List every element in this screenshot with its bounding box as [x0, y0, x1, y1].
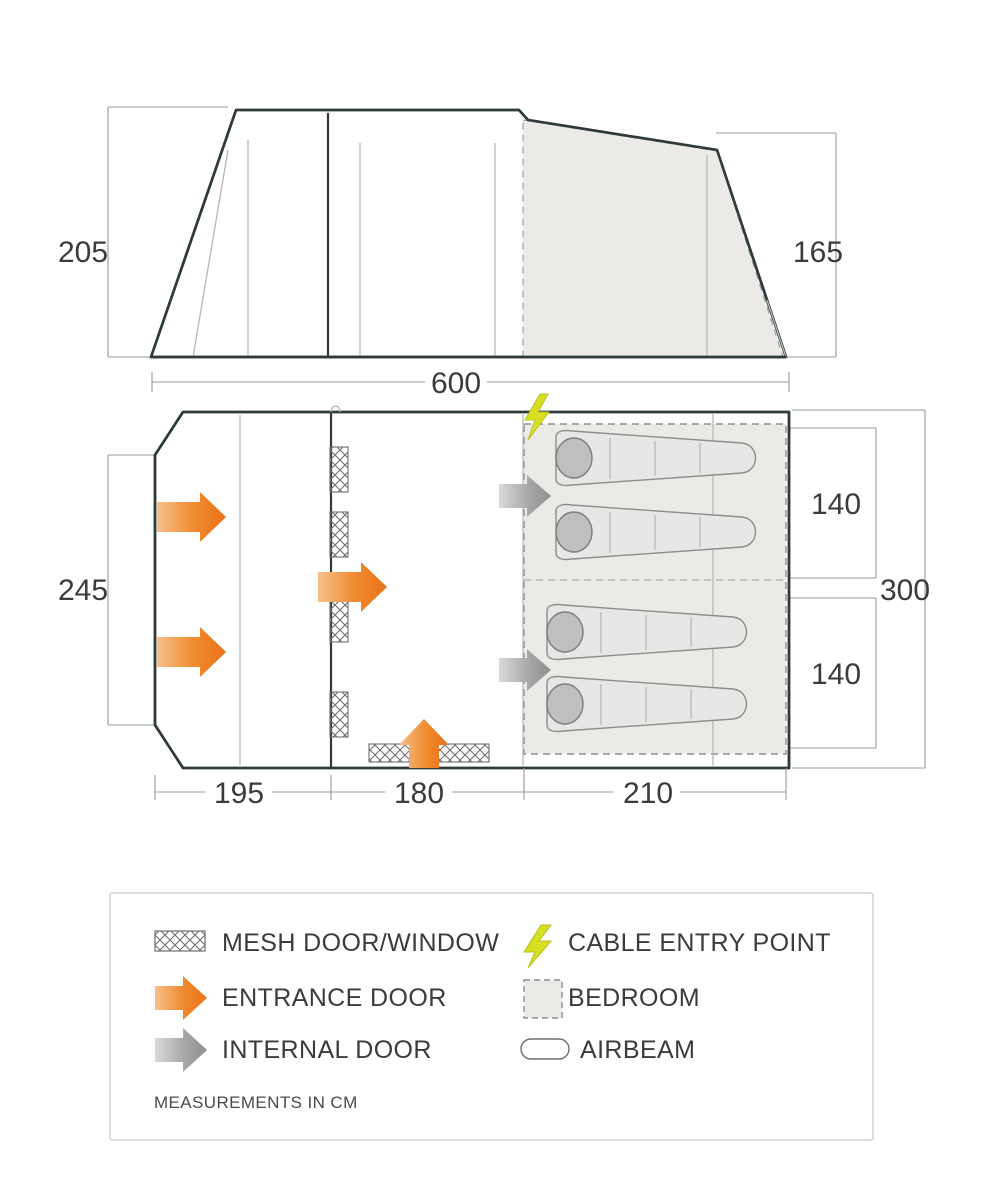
legend-label-cable: CABLE ENTRY POINT — [568, 929, 831, 957]
bedroom-depth-bottom-label: 140 — [810, 658, 862, 691]
elevation-height-left-label: 205 — [57, 236, 109, 269]
plan-width-dimensions — [155, 775, 786, 810]
legend-label-airbeam: AIRBEAM — [580, 1036, 696, 1064]
legend-label-entrance: ENTRANCE DOOR — [222, 984, 447, 1012]
elevation-height-right-label: 165 — [792, 236, 844, 269]
rounded-capsule-icon — [521, 1039, 569, 1059]
segment-bedroom-label: 210 — [622, 777, 674, 810]
plan-depth-left-label: 245 — [57, 574, 109, 607]
segment-middle-label: 180 — [393, 777, 445, 810]
overall-length-label: 600 — [430, 367, 482, 400]
overall-length-dimension — [152, 367, 789, 400]
plan-depth-left-guide — [108, 455, 160, 725]
bedroom-depth-top-label: 140 — [810, 488, 862, 521]
legend-label-internal: INTERNAL DOOR — [222, 1036, 432, 1064]
dashed-square-icon — [524, 980, 562, 1018]
floor-plan-group — [58, 394, 930, 790]
side-elevation-group — [58, 107, 843, 357]
legend-units-note: MEASUREMENTS IN CM — [154, 1093, 358, 1112]
plan-bedroom-depth-guides — [786, 428, 876, 748]
mesh-icon — [155, 931, 205, 951]
legend-label-mesh: MESH DOOR/WINDOW — [222, 929, 500, 957]
legend-label-bedroom: BEDROOM — [568, 984, 700, 1012]
segment-front-label: 195 — [213, 777, 265, 810]
plan-depth-right-label: 300 — [879, 574, 931, 607]
legend-panel — [110, 893, 873, 1140]
